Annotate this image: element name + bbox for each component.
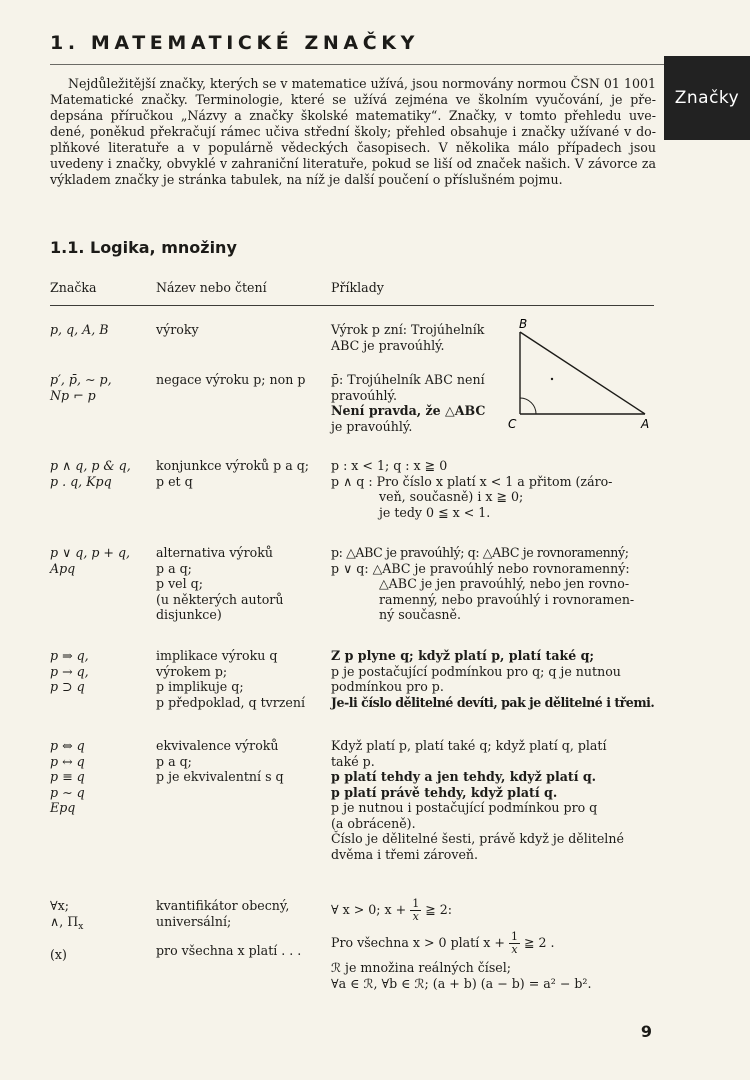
intro-line: Matematické značky. Terminologie, které se užívá zejména ve školním vyučování, je pře- (50, 92, 656, 107)
example-line: p platí právě tehdy, když platí q. (331, 784, 558, 800)
name-line: p je ekvivalentní s q (156, 769, 284, 784)
example-text: ≧ 2 . (523, 935, 555, 950)
symbol-cell (50, 372, 150, 403)
name-line: p vel q; (156, 576, 203, 591)
side-tab-label: Značky (674, 88, 740, 108)
example-line: p̄: Trojúhelník ABC není (331, 372, 485, 387)
fraction-numerator: 1 (412, 897, 420, 910)
intro-paragraph (50, 76, 656, 188)
example-line: (a obráceně). (331, 815, 416, 831)
example-text: ≧ 2: (425, 902, 453, 917)
intro-line: za výkladem značky je stránka tabulek, na níž je další poučení o příslušném pojmu. (50, 156, 656, 187)
name-line: p a q; (156, 753, 192, 769)
example-cell (331, 372, 501, 434)
name-line: p implikuje q; (156, 679, 244, 694)
example-line: Když platí p, platí také q; když platí q, platí (331, 738, 607, 753)
example-cell (331, 545, 655, 623)
name-cell (156, 898, 326, 959)
symbol-line: p → q, (50, 663, 89, 679)
name-cell (156, 372, 326, 388)
example-line: p je nutnou i postačující podmínkou pro q (331, 800, 598, 815)
intro-line: depsána příručkou „Názvy a značky školské matematiky“. Značky, v tomto přehledu uve- (50, 108, 656, 123)
column-header-symbol: Značka (50, 280, 97, 295)
example-line: Je-li číslo dělitelné devíti, pak je dělitelné i třemi. (331, 694, 655, 710)
section-title: 1.1. Logika, množiny (50, 238, 237, 257)
name-line: disjunkce) (156, 607, 222, 622)
example-line: Z p plyne q; když platí p, platí také q; (331, 648, 595, 663)
symbol-line: p ∨ q, p + q, (50, 545, 131, 560)
name-line: p předpoklad, q tvrzení (156, 694, 306, 710)
symbol-line: p ⊃ q (50, 679, 85, 694)
intro-line: dené, poněkud překračují rámec učiva střední školy; přehled obsahuje i značky užívané v do- (50, 124, 656, 139)
symbol-line: p, q, A, B (50, 322, 109, 337)
symbol-line: p ↔ q (50, 753, 85, 769)
column-header-examples: Příklady (331, 280, 384, 295)
example-line (331, 898, 655, 923)
vertex-b-label: B (519, 317, 528, 331)
fraction (509, 931, 520, 956)
column-header-name: Název nebo čtení (156, 280, 267, 295)
symbol-subscript: x (78, 921, 84, 932)
example-cell (331, 458, 655, 520)
example-line: dvěma i třemi zároveň. (331, 846, 479, 862)
example-line: pravoúhlý. (331, 387, 397, 403)
symbol-cell (50, 458, 150, 489)
vertex-a-label: A (641, 417, 650, 431)
example-line (331, 931, 655, 956)
name-line: výrokem p; (156, 663, 228, 679)
name-line: negace výroku p; non p (156, 372, 306, 387)
example-line: Výrok p zní: Trojúhelník (331, 322, 485, 337)
symbol-line: p ∧ q, p & q, (50, 458, 131, 473)
name-line: konjunkce výroků p a q; (156, 458, 310, 473)
example-line: ABC je pravoúhlý. (331, 337, 445, 353)
example-line: je tedy 0 ≦ x < 1. (379, 504, 491, 520)
example-line: p ∨ q: △ABC je pravoúhlý nebo rovnoramenný: (331, 560, 630, 576)
symbol-line: p ⇔ q (50, 738, 85, 753)
example-line: je pravoúhlý. (331, 418, 413, 434)
name-line: ekvivalence výroků (156, 738, 279, 753)
header-rule (50, 305, 654, 306)
fraction-numerator: 1 (510, 930, 518, 943)
name-line: p a q; (156, 560, 192, 576)
symbol-cell (50, 898, 150, 963)
example-cell (331, 648, 655, 710)
page-number: 9 (640, 1022, 652, 1041)
right-triangle-diagram (505, 316, 655, 436)
name-line: pro všechna x platí . . . (156, 943, 302, 958)
name-line: universální; (156, 913, 232, 929)
name-line: kvantifikátor obecný, (156, 898, 290, 913)
example-line: ramenný, nebo pravoúhlý i rovnoramen- (379, 591, 635, 607)
symbol-line: p′, p̄, ∼ p, (50, 372, 112, 387)
name-line: p et q (156, 473, 193, 489)
example-text: Pro všechna x > 0 platí x + (331, 935, 505, 950)
vertex-c-label: C (508, 417, 517, 431)
symbol-cell (50, 738, 150, 816)
symbol-line: p ⇒ q, (50, 648, 89, 663)
name-cell (156, 322, 326, 338)
example-text: ∀ x > 0; x + (331, 902, 407, 917)
fraction-denominator: x (412, 910, 419, 923)
example-line: p je postačující podmínkou pro q; q je nutnou (331, 663, 621, 679)
intro-line: uvedeny i značky, obvyklé v zahraniční literatuře, pokud se liší od značek našich. V závorce (50, 156, 638, 171)
symbol-line: p ≡ q (50, 769, 85, 784)
symbol-cell (50, 648, 150, 695)
example-line: podmínkou pro p. (331, 679, 444, 694)
symbol-line: Np ⌐ p (50, 387, 96, 403)
name-line: výroky (156, 322, 199, 337)
example-line: Není pravda, že △ABC (331, 403, 486, 418)
example-line: p ∧ q : Pro číslo x platí x < 1 a přitom (záro- (331, 473, 613, 489)
example-cell (331, 898, 655, 991)
name-line: alternativa výroků (156, 545, 273, 560)
name-line: implikace výroku q (156, 648, 278, 663)
side-tab (664, 56, 750, 140)
intro-line: Nejdůležitější značky, kterých se v matematice užívá, jsou normovány normou ČSN 01 1001 (68, 76, 656, 91)
name-cell (156, 458, 326, 489)
name-line: (u některých autorů (156, 591, 284, 607)
symbol-cell (50, 322, 150, 338)
symbol-line: p ∼ q (50, 784, 85, 800)
example-line: také p. (331, 753, 375, 769)
top-rule (50, 64, 750, 65)
example-line: ℛ je množina reálných čísel; (331, 960, 512, 975)
example-cell (331, 738, 655, 862)
example-line: veň, současně) i x ≧ 0; (379, 489, 524, 504)
name-cell (156, 738, 326, 785)
fraction-denominator: x (511, 943, 518, 956)
symbol-line: Apq (50, 560, 76, 576)
example-line: p platí tehdy a jen tehdy, když platí q. (331, 769, 597, 784)
example-line: ∀a ∈ ℛ, ∀b ∈ ℛ; (a + b) (a − b) = a² − b². (331, 975, 592, 991)
symbol-line: ∧, Π (50, 913, 79, 929)
example-line: p : x < 1; q : x ≧ 0 (331, 458, 448, 473)
example-cell (331, 322, 501, 353)
example-line: Číslo je dělitelné šesti, právě když je dělitelné (331, 831, 624, 846)
symbol-cell (50, 545, 150, 576)
intro-line: plňkové literatuře a v populárně vědeckých časopisech. V několika málo případech jsou (50, 140, 656, 155)
example-line: p: △ABC je pravoúhlý; q: △ABC je rovnoramenný; (331, 545, 629, 560)
symbol-line: Epq (50, 800, 76, 815)
name-cell (156, 648, 326, 710)
example-line: △ABC je jen pravoúhlý, nebo jen rovno- (379, 576, 630, 591)
symbol-line: (x) (50, 947, 67, 962)
chapter-title: 1. MATEMATICKÉ ZNAČKY (50, 32, 419, 54)
symbol-line: p . q, Kpq (50, 473, 112, 489)
fraction (410, 898, 421, 923)
example-line: ný současně. (379, 607, 461, 622)
name-cell (156, 545, 326, 623)
symbol-line: ∀x; (50, 898, 69, 913)
